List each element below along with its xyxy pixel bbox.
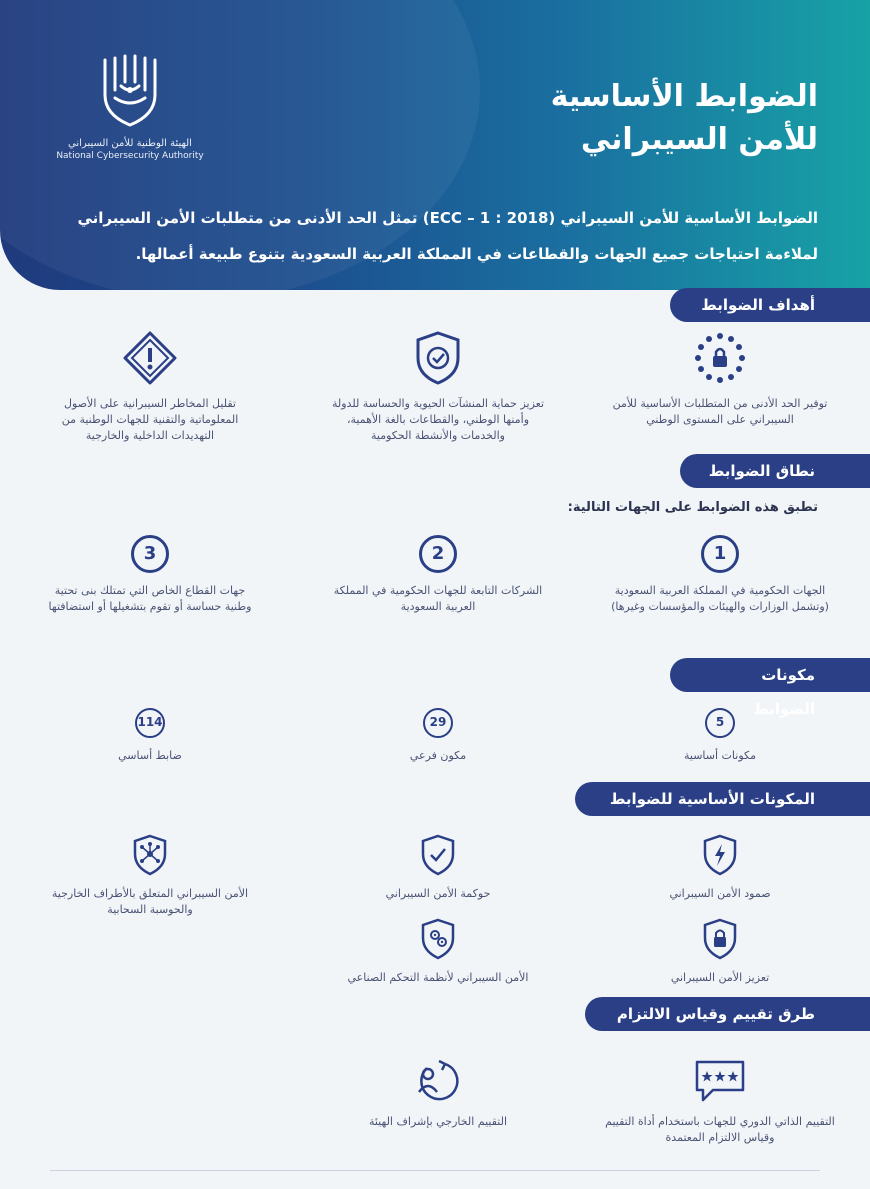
main-component-item — [610, 918, 830, 986]
intro-line-1: الضوابط الأساسية للأمن السيبراني (ECC – 1 : 2018) تمثل الحد الأدنى من متطلبات الأمن السيبراني — [77, 209, 818, 227]
page-title — [438, 75, 818, 161]
objective-item — [610, 330, 830, 428]
scope-number: 2 — [419, 535, 457, 573]
header-banner — [0, 0, 870, 290]
component-item — [40, 708, 260, 764]
objective-item — [328, 330, 548, 444]
main-component-text: الأمن السيبراني المتعلق بالأطراف الخارجية والحوسبة السحابية — [51, 887, 249, 916]
shield-bolt-icon — [702, 834, 738, 876]
scope-number: 1 — [701, 535, 739, 573]
logo-english-text: National Cybersecurity Authority — [56, 151, 204, 161]
objective-text: تعزيز حماية المنشآت الحيوية والحساسة للدولة وأمنها الوطني، والقطاعات بالغة الأهمية، والخدمات والأنشطة الحكومية — [331, 397, 545, 442]
section-assessment-title: طرق تقييم وقياس الالتزام — [585, 997, 870, 1031]
nca-emblem-icon — [95, 50, 165, 130]
scope-item — [328, 535, 548, 615]
eu-stars-lock-icon — [692, 330, 748, 386]
section-objectives-title: أهداف الضوابط — [670, 288, 870, 322]
title-line-1: الضوابط الأساسية — [550, 79, 818, 114]
shield-network-icon — [132, 834, 168, 876]
external-audit-icon — [415, 1058, 461, 1104]
scope-subtitle: تطبق هذه الضوابط على الجهات التالية: — [567, 500, 818, 515]
scope-item — [40, 535, 260, 615]
main-component-item — [40, 834, 260, 918]
objective-text: توفير الحد الأدنى من المتطلبات الأساسية للأمن السيبراني على المستوى الوطني — [612, 397, 828, 426]
rating-chat-icon — [693, 1058, 747, 1104]
scope-number: 3 — [131, 535, 169, 573]
section-scope-title: نطاق الضوابط — [680, 454, 870, 488]
shield-lock-icon — [702, 918, 738, 960]
objective-item — [40, 330, 260, 444]
component-count: 114 — [135, 708, 165, 738]
objective-text: تقليل المخاطر السيبرانية على الأصول المعلوماتية والتقنية للجهات الوطنية من التهديدات الداخلية والخارجية — [61, 397, 239, 442]
warning-diamond-icon — [122, 330, 178, 386]
component-label: ضابط أساسي — [118, 749, 182, 762]
title-line-2: للأمن السيبراني — [580, 122, 818, 157]
shield-gears-icon — [420, 918, 456, 960]
main-component-text: الأمن السيبراني لأنظمة التحكم الصناعي — [347, 971, 529, 984]
nca-logo — [55, 50, 205, 161]
assessment-text: التقييم الذاتي الدوري للجهات باستخدام أداة التقييم وقياس الالتزام المعتمدة — [605, 1115, 835, 1144]
component-label: مكونات أساسية — [684, 749, 756, 762]
component-item — [610, 708, 830, 764]
assessment-item — [328, 1058, 548, 1130]
scope-text: جهات القطاع الخاص التي تمتلك بنى تحتية وطنية حساسة أو تقوم بتشغيلها أو استضافتها — [48, 584, 252, 613]
component-item — [328, 708, 548, 764]
shield-check-icon — [420, 834, 456, 876]
main-component-text: صمود الأمن السيبراني — [669, 887, 771, 900]
component-label: مكون فرعي — [409, 749, 467, 762]
main-component-text: حوكمة الأمن السيبراني — [385, 887, 491, 900]
intro-text — [58, 200, 818, 272]
main-component-text: تعزيز الأمن السيبراني — [670, 971, 770, 984]
shield-check-icon — [414, 330, 462, 386]
component-count: 5 — [705, 708, 735, 738]
main-component-item — [328, 834, 548, 902]
section-main-components-title: المكونات الأساسية للضوابط — [575, 782, 870, 816]
scope-item — [610, 535, 830, 615]
main-component-item — [610, 834, 830, 902]
assessment-text: التقييم الخارجي بإشراف الهيئة — [368, 1115, 508, 1128]
component-count: 29 — [423, 708, 453, 738]
scope-text: الجهات الحكومية في المملكة العربية السعودية (وتشمل الوزارات والهيئات والمؤسسات وغيرها) — [611, 584, 829, 613]
scope-text: الشركات التابعة للجهات الحكومية في المملكة العربية السعودية — [333, 584, 543, 613]
footer-divider — [50, 1170, 820, 1171]
logo-arabic-text: الهيئة الوطنية للأمن السيبراني — [68, 138, 192, 149]
main-component-item — [328, 918, 548, 986]
assessment-item — [590, 1058, 850, 1146]
intro-line-2: لملاءمة احتياجات جميع الجهات والقطاعات في المملكة العربية السعودية بتنوع طبيعة أعمالها. — [135, 245, 818, 263]
section-components-title: مكونات الضوابط — [670, 658, 870, 692]
